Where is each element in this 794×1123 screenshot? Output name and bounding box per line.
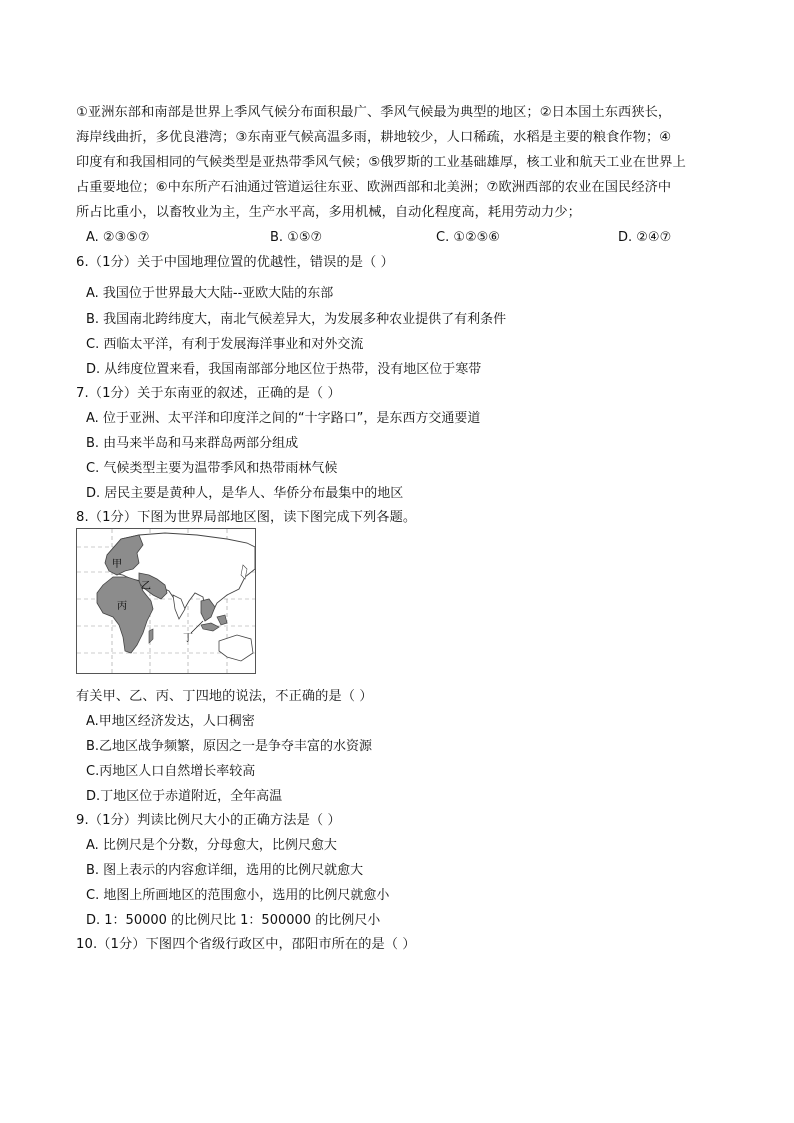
q6-stem: 6.（1分）关于中国地理位置的优越性，错误的是（ ） [76, 255, 394, 270]
q7-option-d[interactable]: D. 居民主要是黄种人，是华人、华侨分布最集中的地区 [86, 486, 404, 501]
map-label-bing: 丙 [117, 601, 127, 612]
q9-stem: 9.（1分）判读比例尺大小的正确方法是（ ） [76, 813, 341, 828]
ding-pointer-line [191, 621, 203, 633]
q8-stem: 8.（1分）下图为世界局部地区图，读下图完成下列各题。 [76, 510, 417, 525]
q7-option-b[interactable]: B. 由马来半岛和马来群岛两部分组成 [86, 436, 299, 451]
q6-option-d[interactable]: D. 从纬度位置来看，我国南部部分地区位于热带，没有地区位于寒带 [86, 362, 482, 377]
q10-stem: 10.（1分）下图四个省级行政区中，邵阳市所在的是（ ） [76, 937, 416, 952]
intro-line-2: 海岸线曲折，多优良港湾；③东南亚气候高温多雨，耕地较少，人口稀疏，水稻是主要的粮食作物；④ [76, 130, 672, 145]
map-label-ding: 丁 [183, 633, 193, 644]
q8-option-a[interactable]: A.甲地区经济发达，人口稠密 [86, 714, 255, 729]
world-region-map [76, 528, 256, 674]
q8-option-c[interactable]: C.丙地区人口自然增长率较高 [86, 764, 256, 779]
q7-stem: 7.（1分）关于东南亚的叙述，正确的是（ ） [76, 386, 341, 401]
q7-option-a[interactable]: A. 位于亚洲、太平洋和印度洋之间的“十字路口”，是东西方交通要道 [86, 411, 481, 426]
intro-line-5: 所占比重小，以畜牧业为主，生产水平高，多用机械，自动化程度高，耗用劳动力少； [76, 205, 581, 220]
intro-line-3: 印度有和我国相同的气候类型是亚热带季风气候；⑤俄罗斯的工业基础雄厚，核工业和航天工业在世界上 [76, 155, 686, 170]
map-figure [77, 529, 255, 673]
intro-line-1: ①亚洲东部和南部是世界上季风气候分布面积最广、季风气候最为典型的地区；②日本国土东西狭长， [76, 105, 672, 120]
map-label-yi: 乙 [141, 581, 151, 592]
q6-option-a[interactable]: A. 我国位于世界最大大陆--亚欧大陆的东部 [86, 286, 334, 301]
q9-option-b[interactable]: B. 图上表示的内容愈详细，选用的比例尺就愈大 [86, 863, 364, 878]
q8-option-b[interactable]: B.乙地区战争频繁，原因之一是争夺丰富的水资源 [86, 739, 373, 754]
q6-option-b[interactable]: B. 我国南北跨纬度大，南北气候差异大，为发展多种农业提供了有利条件 [86, 312, 507, 327]
australia [219, 635, 253, 661]
intro-option-d[interactable]: D. ②④⑦ [618, 230, 672, 245]
q9-option-c[interactable]: C. 地图上所画地区的范围愈小，选用的比例尺就愈小 [86, 888, 390, 903]
map-label-jia: 甲 [112, 559, 122, 570]
q9-option-a[interactable]: A. 比例尺是个分数，分母愈大，比例尺愈大 [86, 838, 337, 853]
q8-question: 有关甲、乙、丙、丁四地的说法，不正确的是（ ） [76, 689, 373, 704]
intro-option-b[interactable]: B. ①⑤⑦ [270, 230, 323, 245]
borneo-island [217, 615, 227, 625]
q6-option-c[interactable]: C. 西临太平洋，有利于发展海洋事业和对外交流 [86, 337, 364, 352]
q9-option-d[interactable]: D. 1：50000 的比例尺比 1：500000 的比例尺小 [86, 913, 381, 928]
q8-option-d[interactable]: D.丁地区位于赤道附近，全年高温 [86, 789, 283, 804]
malay-archipelago [201, 623, 219, 631]
intro-line-4: 占重要地位；⑥中东所产石油通过管道运往东亚、欧洲西部和北美洲；⑦欧洲西部的农业在国民经济中 [76, 180, 672, 195]
intro-option-a[interactable]: A. ②③⑤⑦ [86, 230, 150, 245]
madagascar [149, 629, 153, 643]
q7-option-c[interactable]: C. 气候类型主要为温带季风和热带雨林气候 [86, 461, 338, 476]
intro-option-c[interactable]: C. ①②⑤⑥ [436, 230, 500, 245]
